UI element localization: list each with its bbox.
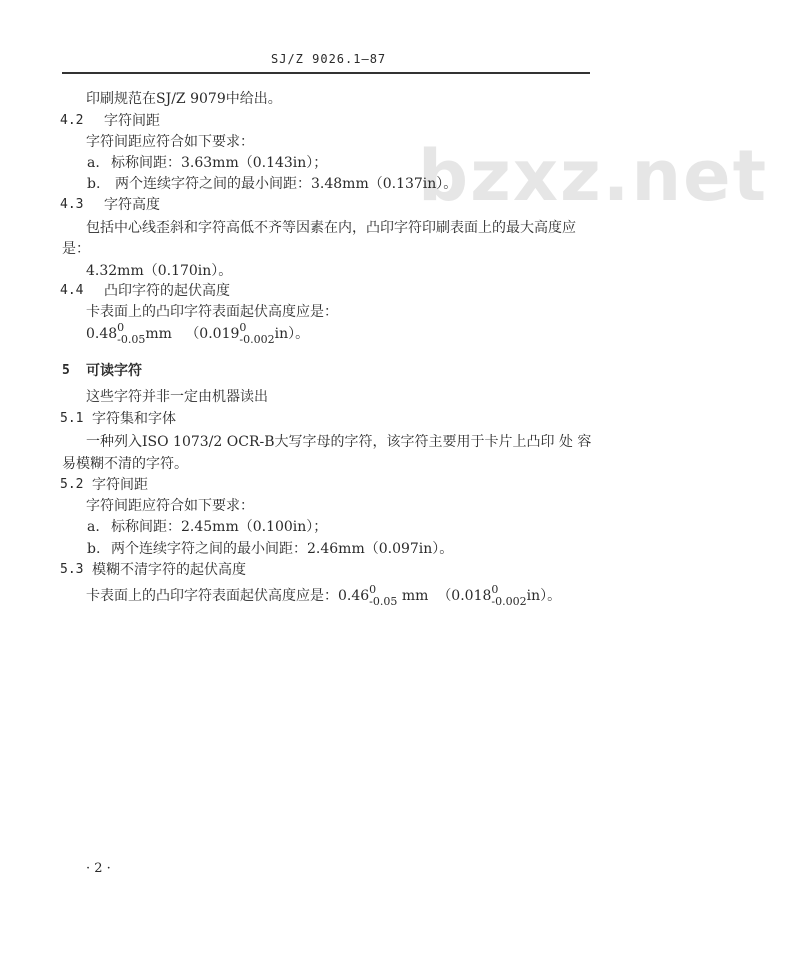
section-number: 4.4 xyxy=(60,283,84,298)
value-line: 4.32mm（0.170in）。 xyxy=(86,263,233,279)
section-number: 5.1 xyxy=(60,411,84,426)
paragraph-line: 字符间距应符合如下要求： xyxy=(86,134,254,150)
paragraph-line: 卡表面上的凸印字符表面起伏高度应是： xyxy=(86,304,338,320)
list-item: 两个连续字符之间的最小间距：3.48mm（0.137in）。 xyxy=(115,176,458,192)
section-number: 5.2 xyxy=(60,477,84,492)
section-number: 5.3 xyxy=(60,562,84,577)
section-number: 4.2 xyxy=(60,113,84,128)
section-title: 字符集和字体 xyxy=(92,411,176,427)
section-title: 字符间距 xyxy=(92,477,148,493)
list-item: 标称间距：2.45mm（0.100in）； xyxy=(111,519,328,535)
page-number: · 2 · xyxy=(86,861,111,876)
tolerance-value-line: 0.48 0 -0.05 mm （0.019 0 -0.002 in）。 xyxy=(86,321,310,346)
paragraph-line: 是： xyxy=(62,241,90,257)
section-title: 可读字符 xyxy=(86,363,142,379)
section-title: 字符间距 xyxy=(104,113,160,129)
list-marker: b. xyxy=(87,541,101,557)
header-rule xyxy=(62,72,590,74)
list-marker: a. xyxy=(87,155,100,171)
paragraph-line: 包括中心线歪斜和字符高低不齐等因素在内，凸印字符印刷表面上的最大高度应 xyxy=(86,220,576,236)
list-marker: a. xyxy=(87,519,100,535)
section-title: 凸印字符的起伏高度 xyxy=(104,283,230,299)
section-number: 4.3 xyxy=(60,197,84,212)
paragraph-line: 易模糊不清的字符。 xyxy=(62,456,188,472)
section-title: 模糊不清字符的起伏高度 xyxy=(92,562,246,578)
paragraph-line: 印刷规范在SJ/Z 9079中给出。 xyxy=(86,91,282,107)
list-marker: b. xyxy=(87,176,101,192)
watermark: bzxz.net xyxy=(418,135,769,217)
list-item: 标称间距：3.63mm（0.143in）； xyxy=(111,155,328,171)
paragraph-line: 这些字符并非一定由机器读出 xyxy=(86,389,268,405)
section-number: 5 xyxy=(62,363,70,378)
paragraph-line: 一种列入ISO 1073/2 OCR-B大写字母的字符，该字符主要用于卡片上凸印 处 容 xyxy=(86,434,592,450)
list-item: 两个连续字符之间的最小间距：2.46mm（0.097in）。 xyxy=(111,541,454,557)
document-code-header: SJ/Z 9026.1—87 xyxy=(271,52,387,66)
paragraph-line: 字符间距应符合如下要求： xyxy=(86,498,254,514)
section-title: 字符高度 xyxy=(104,197,160,213)
tolerance-value-line: 卡表面上的凸印字符表面起伏高度应是：0.46 0 -0.05 mm （0.018 0 -0.002 in）。 xyxy=(86,583,562,608)
